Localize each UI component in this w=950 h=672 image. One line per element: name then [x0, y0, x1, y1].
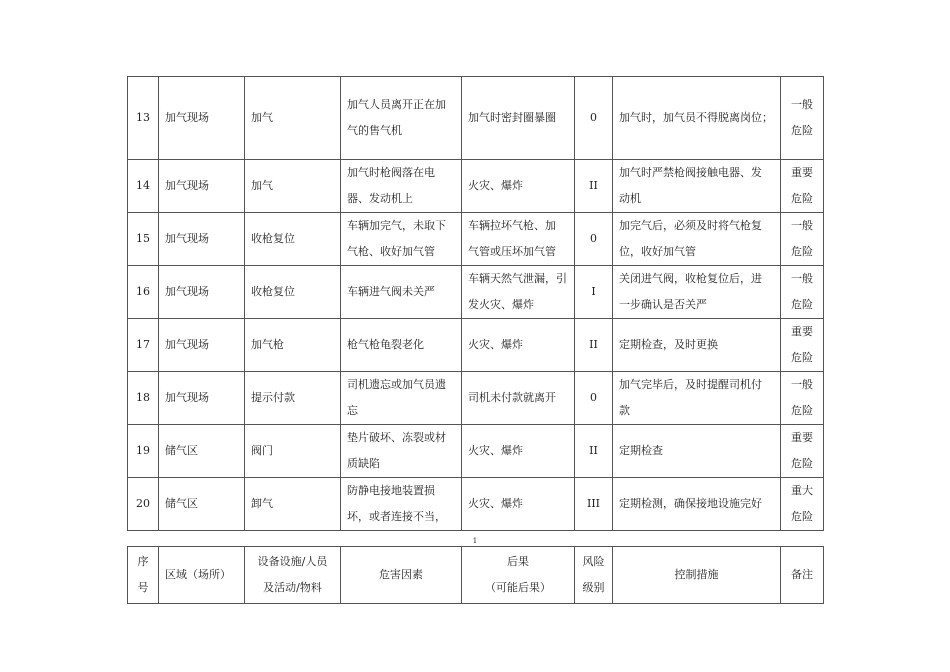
cell-hazard-line: 加气时枪阀落在电 — [347, 166, 435, 179]
cell-no: 18 — [128, 372, 159, 425]
cell-remark — [781, 160, 824, 213]
header-control: 控制措施 — [613, 547, 781, 604]
cell-hazard-line: 车辆进气阀未关严 — [347, 285, 435, 298]
cell-consequence-line: 火灾、爆炸 — [468, 338, 523, 351]
cell-remark — [781, 478, 824, 531]
cell-consequence-line: 司机未付款就离开 — [468, 391, 556, 404]
cell-equipment: 阀门 — [245, 425, 341, 478]
cell-remark-line: 危险 — [791, 192, 813, 205]
cell-remark-line: 重大 — [791, 484, 813, 497]
table-row — [128, 77, 824, 160]
cell-hazard — [341, 372, 462, 425]
cell-remark-line: 危险 — [791, 298, 813, 311]
cell-consequence — [462, 319, 575, 372]
page-number: 1 — [472, 537, 478, 545]
cell-consequence-line: 气管或压坏加气管 — [468, 245, 556, 258]
cell-no: 15 — [128, 213, 159, 266]
cell-control-line: 加气时，加气员不得脱离岗位； — [619, 111, 773, 124]
cell-hazard-line: 气枪、收好加气管 — [347, 245, 435, 258]
header-remark: 备注 — [781, 547, 824, 604]
cell-equipment: 收枪复位 — [245, 266, 341, 319]
cell-remark-line: 危险 — [791, 124, 813, 137]
cell-consequence — [462, 372, 575, 425]
header-equipment: 设备设施/人员 及活动/物料 — [245, 547, 341, 604]
cell-area: 加气现场 — [159, 266, 245, 319]
cell-control-line: 加完气后，必须及时将气枪复 — [619, 219, 762, 232]
cell-consequence-line: 火灾、爆炸 — [468, 179, 523, 192]
cell-control-line: 一步确认是否关严 — [619, 298, 707, 311]
cell-hazard-line: 质缺陷 — [347, 457, 380, 470]
table-row — [128, 160, 824, 213]
cell-consequence — [462, 160, 575, 213]
cell-hazard — [341, 213, 462, 266]
cell-risk-level: I — [575, 266, 613, 319]
cell-equipment: 卸气 — [245, 478, 341, 531]
cell-hazard-line: 防静电接地装置损 — [347, 484, 435, 497]
cell-consequence-line: 加气时密封圈暴圈 — [468, 111, 556, 124]
cell-control — [613, 160, 781, 213]
table-row — [128, 213, 824, 266]
cell-risk-level: 0 — [575, 77, 613, 160]
cell-hazard — [341, 319, 462, 372]
cell-remark-line: 危险 — [791, 404, 813, 417]
cell-equipment: 加气 — [245, 77, 341, 160]
cell-remark — [781, 213, 824, 266]
cell-consequence — [462, 425, 575, 478]
cell-consequence-line: 火灾、爆炸 — [468, 444, 523, 457]
header-area: 区域（场所） — [159, 547, 245, 604]
table-row — [128, 266, 824, 319]
cell-no: 16 — [128, 266, 159, 319]
header-table — [127, 546, 824, 604]
cell-control — [613, 266, 781, 319]
cell-control-line: 定期检查，及时更换 — [619, 338, 718, 351]
cell-control — [613, 425, 781, 478]
cell-remark — [781, 266, 824, 319]
cell-remark-line: 一般 — [791, 272, 813, 285]
cell-hazard-line: 气的售气机 — [347, 124, 402, 137]
cell-remark — [781, 372, 824, 425]
cell-remark-line: 重要 — [791, 166, 813, 179]
header-row — [128, 547, 824, 604]
cell-remark — [781, 77, 824, 160]
hazard-table — [127, 76, 824, 531]
cell-area: 加气现场 — [159, 77, 245, 160]
table-row — [128, 425, 824, 478]
cell-risk-level: 0 — [575, 213, 613, 266]
hazard-table-body — [128, 77, 824, 531]
cell-remark-line: 危险 — [791, 457, 813, 470]
cell-remark-line: 危险 — [791, 245, 813, 258]
cell-area: 加气现场 — [159, 319, 245, 372]
cell-no: 19 — [128, 425, 159, 478]
cell-control-line: 关闭进气阀，收枪复位后，进 — [619, 272, 762, 285]
cell-no: 17 — [128, 319, 159, 372]
cell-no: 14 — [128, 160, 159, 213]
cell-consequence — [462, 478, 575, 531]
cell-control-line: 位，收好加气管 — [619, 245, 696, 258]
cell-risk-level: II — [575, 160, 613, 213]
header-hazard: 危害因素 — [341, 547, 462, 604]
cell-area: 储气区 — [159, 478, 245, 531]
cell-hazard-line: 车辆加完气，未取下 — [347, 219, 446, 232]
cell-control-line: 定期检查 — [619, 444, 663, 457]
cell-equipment: 加气 — [245, 160, 341, 213]
cell-remark — [781, 319, 824, 372]
cell-remark-line: 危险 — [791, 510, 813, 523]
header-risk-level: 风险 级别 — [575, 547, 613, 604]
cell-hazard-line: 司机遗忘或加气员遗 — [347, 378, 446, 391]
cell-hazard — [341, 266, 462, 319]
cell-risk-level: II — [575, 319, 613, 372]
table-row — [128, 478, 824, 531]
cell-remark-line: 重要 — [791, 431, 813, 444]
cell-hazard — [341, 478, 462, 531]
cell-control-line: 定期检测，确保接地设施完好 — [619, 497, 762, 510]
cell-control — [613, 213, 781, 266]
cell-control — [613, 372, 781, 425]
cell-control — [613, 319, 781, 372]
cell-equipment: 收枪复位 — [245, 213, 341, 266]
cell-hazard — [341, 160, 462, 213]
cell-risk-level: II — [575, 425, 613, 478]
cell-remark — [781, 425, 824, 478]
cell-risk-level: 0 — [575, 372, 613, 425]
cell-risk-level: III — [575, 478, 613, 531]
cell-remark-line: 重要 — [791, 325, 813, 338]
cell-control-line: 加气完毕后，及时提醒司机付 — [619, 378, 762, 391]
cell-consequence — [462, 266, 575, 319]
cell-area: 加气现场 — [159, 372, 245, 425]
cell-consequence — [462, 213, 575, 266]
cell-hazard-line: 忘 — [347, 404, 358, 417]
cell-area: 加气现场 — [159, 213, 245, 266]
cell-area: 加气现场 — [159, 160, 245, 213]
cell-control — [613, 77, 781, 160]
cell-hazard — [341, 77, 462, 160]
cell-remark-line: 一般 — [791, 98, 813, 111]
cell-area: 储气区 — [159, 425, 245, 478]
cell-consequence-line: 发火灾、爆炸 — [468, 298, 534, 311]
cell-remark-line: 一般 — [791, 378, 813, 391]
cell-no: 20 — [128, 478, 159, 531]
cell-hazard-line: 器、发动机上 — [347, 192, 413, 205]
cell-hazard-line: 加气人员离开正在加 — [347, 98, 446, 111]
cell-remark-line: 危险 — [791, 351, 813, 364]
cell-consequence-line: 车辆拉坏气枪、加 — [468, 219, 556, 232]
cell-control-line: 款 — [619, 404, 630, 417]
cell-equipment: 提示付款 — [245, 372, 341, 425]
header-consequence: 后果 （可能后果） — [462, 547, 575, 604]
header-no: 序 号 — [128, 547, 159, 604]
cell-hazard-line: 坏，或者连接不当， — [347, 510, 446, 523]
cell-control — [613, 478, 781, 531]
cell-hazard-line: 垫片破坏、冻裂或材 — [347, 431, 446, 444]
cell-equipment: 加气枪 — [245, 319, 341, 372]
cell-consequence-line: 火灾、爆炸 — [468, 497, 523, 510]
cell-no: 13 — [128, 77, 159, 160]
cell-hazard-line: 枪气枪龟裂老化 — [347, 338, 424, 351]
table-row — [128, 372, 824, 425]
cell-control-line: 动机 — [619, 192, 641, 205]
cell-remark-line: 一般 — [791, 219, 813, 232]
cell-control-line: 加气时严禁枪阀接触电器、发 — [619, 166, 762, 179]
table-row — [128, 319, 824, 372]
cell-consequence — [462, 77, 575, 160]
cell-consequence-line: 车辆天然气泄漏，引 — [468, 272, 567, 285]
cell-hazard — [341, 425, 462, 478]
